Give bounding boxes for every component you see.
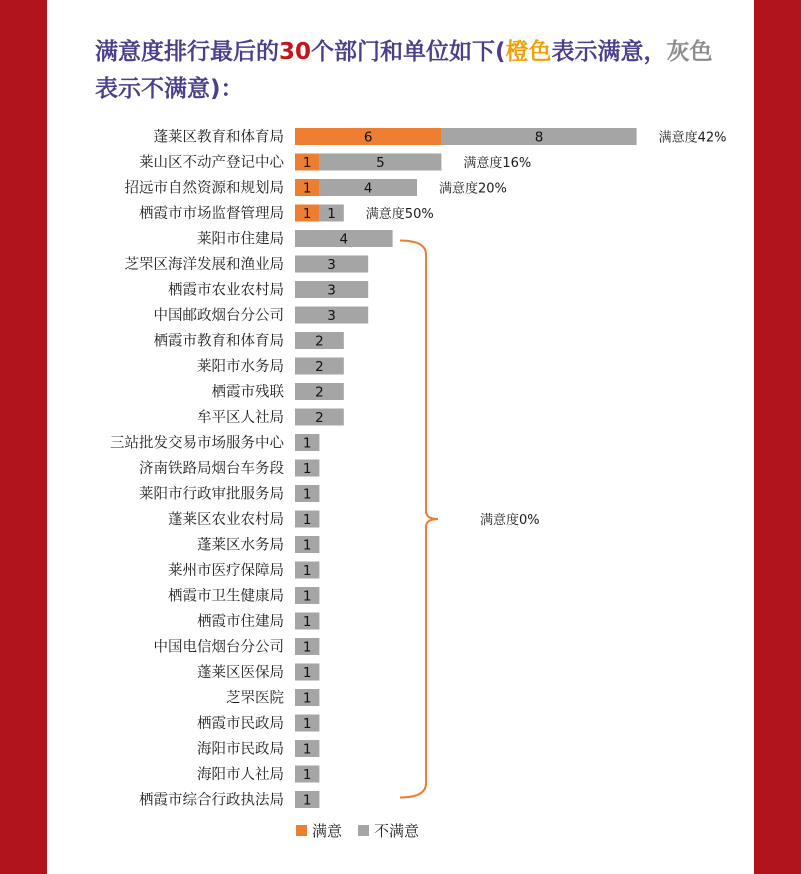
- category-label: 牟平区人社局: [197, 410, 284, 426]
- data-label: 1: [302, 614, 312, 630]
- data-label: 1: [302, 563, 312, 579]
- data-label: 1: [302, 206, 312, 222]
- legend-swatch-satisfied: [296, 825, 307, 836]
- satisfaction-annotation: 满意度50%: [365, 207, 434, 222]
- category-label: 栖霞市综合行政执法局: [139, 792, 284, 809]
- data-label: 3: [327, 257, 336, 273]
- category-label: 蓬莱区农业农村局: [168, 512, 284, 528]
- data-label: 6: [363, 129, 373, 146]
- data-label: 1: [302, 665, 312, 681]
- heading-part-3: 表示满意，: [551, 39, 667, 65]
- data-label: 4: [339, 231, 349, 248]
- category-label: 栖霞市住建局: [197, 614, 284, 630]
- category-label: 栖霞市市场监督管理局: [139, 206, 284, 222]
- category-label: 莱州市医疗保障局: [168, 563, 284, 579]
- data-label: 4: [363, 180, 373, 197]
- data-label: 1: [302, 690, 312, 707]
- data-label: 1: [302, 588, 312, 605]
- category-label: 莱山区不动产登记中心: [139, 155, 284, 171]
- satisfaction-annotation: 满意度16%: [463, 156, 532, 171]
- category-label: 莱阳市行政审批服务局: [139, 486, 284, 503]
- heading-part-1: 满意度排行最后的: [95, 39, 279, 65]
- data-label: 1: [302, 435, 312, 452]
- heading-part-2: 个部门和单位如下(: [311, 39, 506, 65]
- data-label: 1: [302, 741, 312, 758]
- legend-label-satisfied: 满意: [312, 822, 343, 840]
- category-label: 莱阳市水务局: [197, 359, 284, 375]
- data-label: 1: [327, 206, 336, 222]
- data-label: 1: [302, 155, 312, 171]
- category-label: 中国邮政烟台分公司: [153, 308, 284, 324]
- category-label: 海阳市人社局: [197, 767, 284, 783]
- category-label: 芝罘区海洋发展和渔业局: [124, 257, 284, 273]
- category-label: 蓬莱区医保局: [197, 665, 284, 681]
- data-label: 1: [302, 792, 312, 809]
- data-label: 8: [534, 129, 544, 146]
- heading-gray-word: 灰色: [666, 39, 713, 65]
- category-label: 济南铁路局烟台车务段: [139, 461, 284, 477]
- category-label: 芝罘医院: [226, 690, 284, 707]
- category-label: 三站批发交易市场服务中心: [110, 435, 284, 452]
- category-label: 海阳市民政局: [197, 741, 284, 758]
- category-label: 栖霞市残联: [211, 384, 284, 401]
- heading-orange-word: 橙色: [505, 39, 552, 65]
- data-label: 2: [315, 359, 324, 375]
- category-label: 蓬莱区教育和体育局: [153, 129, 284, 146]
- data-label: 5: [376, 155, 385, 171]
- category-label: 蓬莱区水务局: [197, 537, 284, 554]
- data-label: 3: [327, 308, 336, 324]
- heading-part-4: 表示不满意)：: [95, 76, 244, 102]
- group-annotation: 满意度0%: [480, 513, 540, 528]
- category-label: 莱阳市住建局: [197, 231, 284, 248]
- data-label: 1: [302, 537, 312, 554]
- data-label: 1: [302, 767, 312, 783]
- data-label: 2: [315, 384, 324, 401]
- data-label: 1: [302, 180, 312, 197]
- legend-swatch-unsatisfied: [358, 825, 369, 836]
- satisfaction-annotation: 满意度42%: [658, 130, 727, 146]
- legend-label-unsatisfied: 不满意: [374, 822, 420, 840]
- data-label: 1: [302, 639, 312, 656]
- satisfaction-annotation: 满意度20%: [439, 181, 507, 197]
- category-label: 栖霞市民政局: [197, 716, 284, 732]
- category-label: 栖霞市农业农村局: [168, 282, 284, 299]
- data-label: 2: [315, 410, 324, 426]
- category-label: 栖霞市教育和体育局: [153, 333, 284, 350]
- category-label: 中国电信烟台分公司: [153, 639, 284, 656]
- group-brace: [400, 241, 438, 798]
- category-label: 招远市自然资源和规划局: [124, 180, 284, 197]
- data-label: 1: [302, 486, 312, 503]
- data-label: 2: [315, 333, 324, 350]
- data-label: 3: [327, 282, 336, 299]
- data-label: 1: [302, 716, 312, 732]
- data-label: 1: [302, 512, 312, 528]
- heading-number: 30: [279, 39, 312, 65]
- category-label: 栖霞市卫生健康局: [168, 588, 284, 605]
- data-label: 1: [302, 461, 312, 477]
